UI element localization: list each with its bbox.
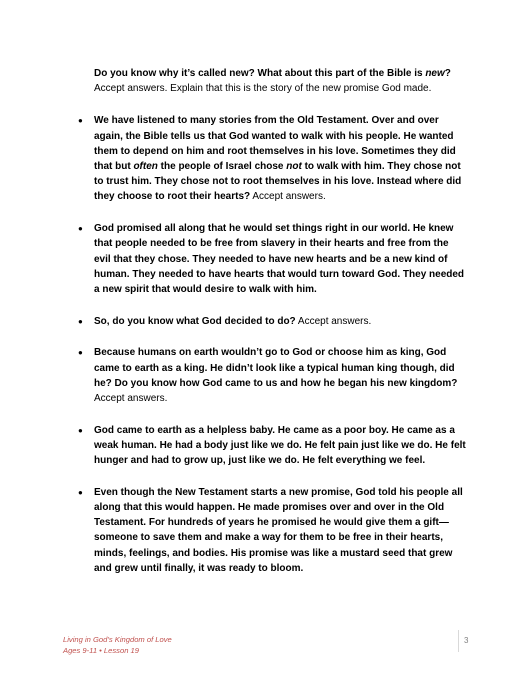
footer-course-info [63,634,172,656]
page-number: 3 [464,636,469,645]
bullet-emphasis: not [286,161,302,173]
lesson-body [78,66,466,592]
bullet-instruction: Accept answers. [295,315,372,327]
bullet-item-2 [78,221,466,297]
bullet-icon: ● [78,224,83,234]
bullet-text: God promised all along that he would set things right in our world. He knew that people needed to be free from slavery in their hearts and free from the evil that they chose. They needed to have new hearts and be a new kind of human. They needed to have hearts that would turn toward God. They needed a new spirit that would desire to walk with him. [94,223,465,295]
intro-question: Do you know why it’s called new? What about this part of the Bible is [94,68,426,79]
bullet-text: Even though the New Testament starts a new promise, God told his people all along that this would happen. He made promises over and over in the Old Testament. For hundreds of years he promised he would give them a gift—someone to save them and make a way for them to be free in their hearts, minds, feelings, and bodies. His promise was like a mustard seed that grew and grew until finally, it was ready to bloom. [94,486,463,574]
bullet-icon: ● [78,487,83,497]
footer-divider [458,630,459,652]
bullet-text: We have listened to many stories from the Old Testament. Over and over again, the Bible tells us that God wanted to walk with his people. He wanted them to depend on him and root themselves in his love. Sometimes they did that but [94,115,456,173]
bullet-instruction: Accept answers. [94,392,168,404]
intro-paragraph [94,66,466,96]
bullet-text: to walk with him. They chose not to trust him. They chose not to root themselves in his love. Instead where did they choose to root their hearts? [94,161,462,203]
footer-course-title: Living in God’s Kingdom of Love [63,635,172,644]
bullet-item-6 [78,485,466,576]
intro-instruction: Accept answers. Explain that this is the story of the new promise God made. [94,83,432,95]
intro-question-mark: ? [444,68,451,79]
bullet-text: Because humans on earth wouldn’t go to God or choose him as king, God came to earth as a king. He didn’t look like a typical human king though, did he? Do you know how God came to us and how he began his new kingdom? [94,347,458,389]
bullet-item-4 [78,345,466,406]
bullet-text: God came to earth as a helpless baby. He came as a poor boy. He came as a weak human. He had a body just like we do. He felt pain just like we do. He felt hunger and had to grow up, just like we do. He felt everything we feel. [94,424,466,467]
bullet-icon: ● [78,348,83,358]
bullet-item-5 [78,423,466,469]
bullet-instruction: Accept answers. [250,191,326,203]
bullet-text: So, do you know what God decided to do? [94,315,296,327]
footer-lesson-info: Ages 9-11 • Lesson 19 [63,646,139,655]
bullet-icon: ● [78,425,83,435]
bullet-item-3 [78,314,466,329]
bullet-icon: ● [78,316,83,326]
intro-emphasis: new [425,68,445,79]
bullet-text: the people of Israel chose [157,161,287,173]
bullet-icon: ● [78,116,83,126]
bullet-item-1 [78,113,466,204]
bullet-emphasis: often [133,161,158,173]
